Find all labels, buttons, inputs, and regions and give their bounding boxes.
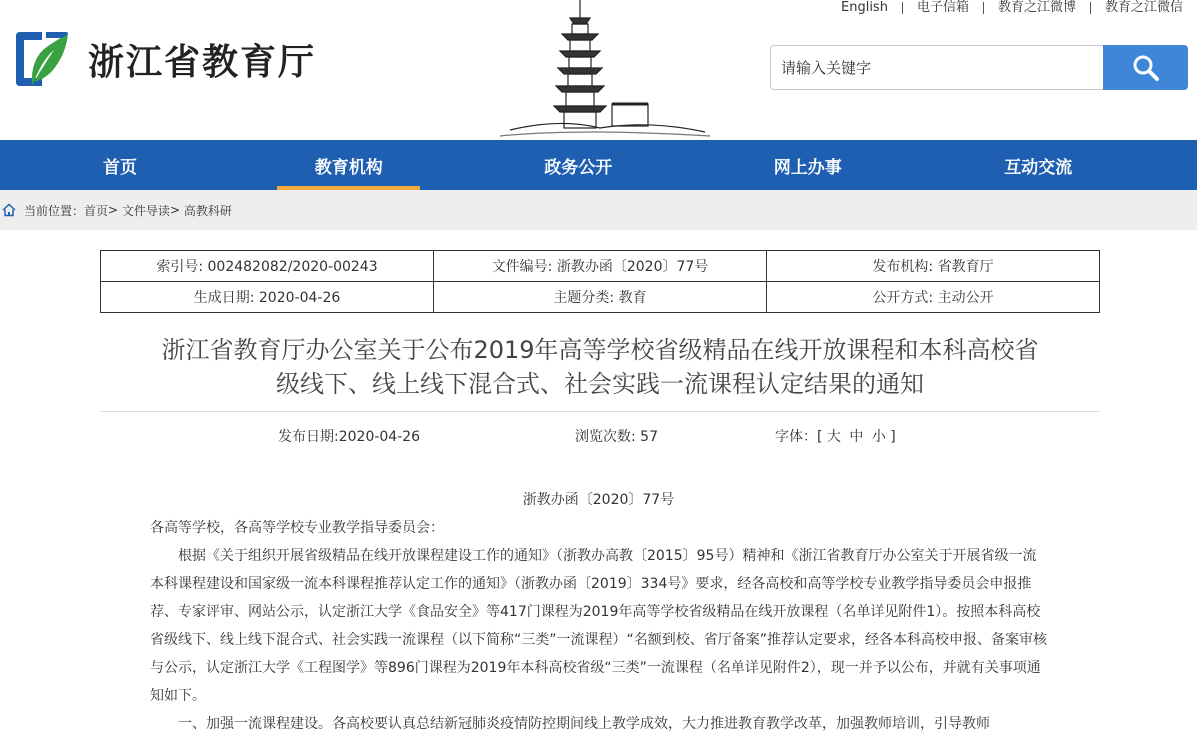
view-count: 浏览次数: 57 [575,429,658,445]
site-logo[interactable] [12,28,316,90]
title-divider [100,411,1100,412]
meta-disclosure-method: 公开方式: 主动公开 [767,282,1100,313]
weibo-link[interactable]: 教育之江微博 [997,0,1076,15]
breadcrumb-prefix: 当前位置： [24,203,85,218]
table-row [101,282,1100,313]
meta-document-number: 文件编号: 浙教办函〔2020〕77号 [434,251,767,282]
breadcrumb-higher-education[interactable]: 高教科研 [183,203,232,218]
meta-generated-date: 生成日期: 2020-04-26 [101,282,434,313]
font-size-large[interactable]: 大 [826,429,841,445]
site-title: 浙江省教育厅 [88,40,317,83]
meta-publisher: 发布机构: 省教育厅 [767,251,1100,282]
nav-item-home[interactable]: 首页 [103,157,137,178]
search-button[interactable] [1103,45,1188,90]
breadcrumb-separator: > [108,203,119,217]
font-size-medium[interactable]: 中 [849,429,864,445]
wechat-link[interactable]: 教育之江微信 [1104,0,1183,15]
main-nav [0,140,1197,190]
article-title-line2: 级线下、线上线下混合式、社会实践一流课程认定结果的通知 [276,370,924,398]
font-size-switcher [775,426,896,446]
meta-subject: 主题分类: 教育 [434,282,767,313]
font-size-small[interactable]: 小 [871,429,886,445]
top-utility-links [827,0,1183,16]
email-link[interactable]: 电子信箱 [916,0,969,15]
english-link[interactable]: English [841,0,888,15]
home-icon [2,203,16,217]
font-size-close: ] [890,429,896,445]
font-size-label: 字体：[ [775,429,823,445]
nav-item-interaction[interactable]: 互动交流 [1004,157,1073,178]
paragraph: 一、加强一流课程建设。各高校要认真总结新冠肺炎疫情防控期间线上教学成效，大力推进教育教学改革，加强教师培训，引导教师 [178,716,990,732]
article-title-line1: 浙江省教育厅办公室关于公布2019年高等学校省级精品在线开放课程和本科高校省 [161,336,1039,364]
document-number: 浙教办函〔2020〕77号 [522,492,675,508]
publish-date: 发布日期:2020-04-26 [278,429,421,445]
breadcrumb [0,190,1197,230]
salutation: 各高等学校，各高等学校专业教学指导委员会： [150,520,444,536]
zhejiang-education-logo-icon [12,28,70,90]
search-icon [1131,53,1161,83]
nav-item-institutions[interactable]: 教育机构 [277,140,420,190]
search-input[interactable] [770,45,1103,90]
meta-index-number: 索引号: 002482082/2020-00243 [101,251,434,282]
article-title [100,333,1100,401]
search-bar [770,45,1188,90]
table-row [101,251,1100,282]
paragraph: 根据《关于组织开展省级精品在线开放课程建设工作的通知》（浙教办高教〔2015〕95号）精神和《浙江省教育厅办公室关于开展省级一流本科课程建设和国家级一流本科课程推荐认定工作的通知》（浙教办函〔2019〕334号》要求，经各高校和高等学校专业教学指导委员会申报推荐、专家评审、网站公示，认定浙江大学《食品安全》等417门课程为2019年高等学校省级精品在线开放课程（名单详见附件1）。按照本科高校省级线下、线上线下混合式、社会实践一流课程（以下简称“三类”一流课程）“名额到校、省厅备案”推荐认定要求，经各本科高校申报、备案审核与公示，认定浙江大学《工程图学》等896门课程为2019年本科高校省级“三类”一流课程（名单详见附件2），现一并予以公布，并就有关事项通知如下。 [150,548,1048,704]
nav-item-online-services[interactable]: 网上办事 [773,157,842,178]
breadcrumb-home[interactable]: 首页 [84,203,109,218]
pagoda-illustration-icon [500,0,710,140]
document-meta-table [100,250,1100,313]
nav-item-government-affairs[interactable]: 政务公开 [544,157,613,178]
breadcrumb-separator: > [169,203,180,217]
breadcrumb-documents[interactable]: 文件导读 [121,203,170,218]
article-body [150,514,1050,738]
